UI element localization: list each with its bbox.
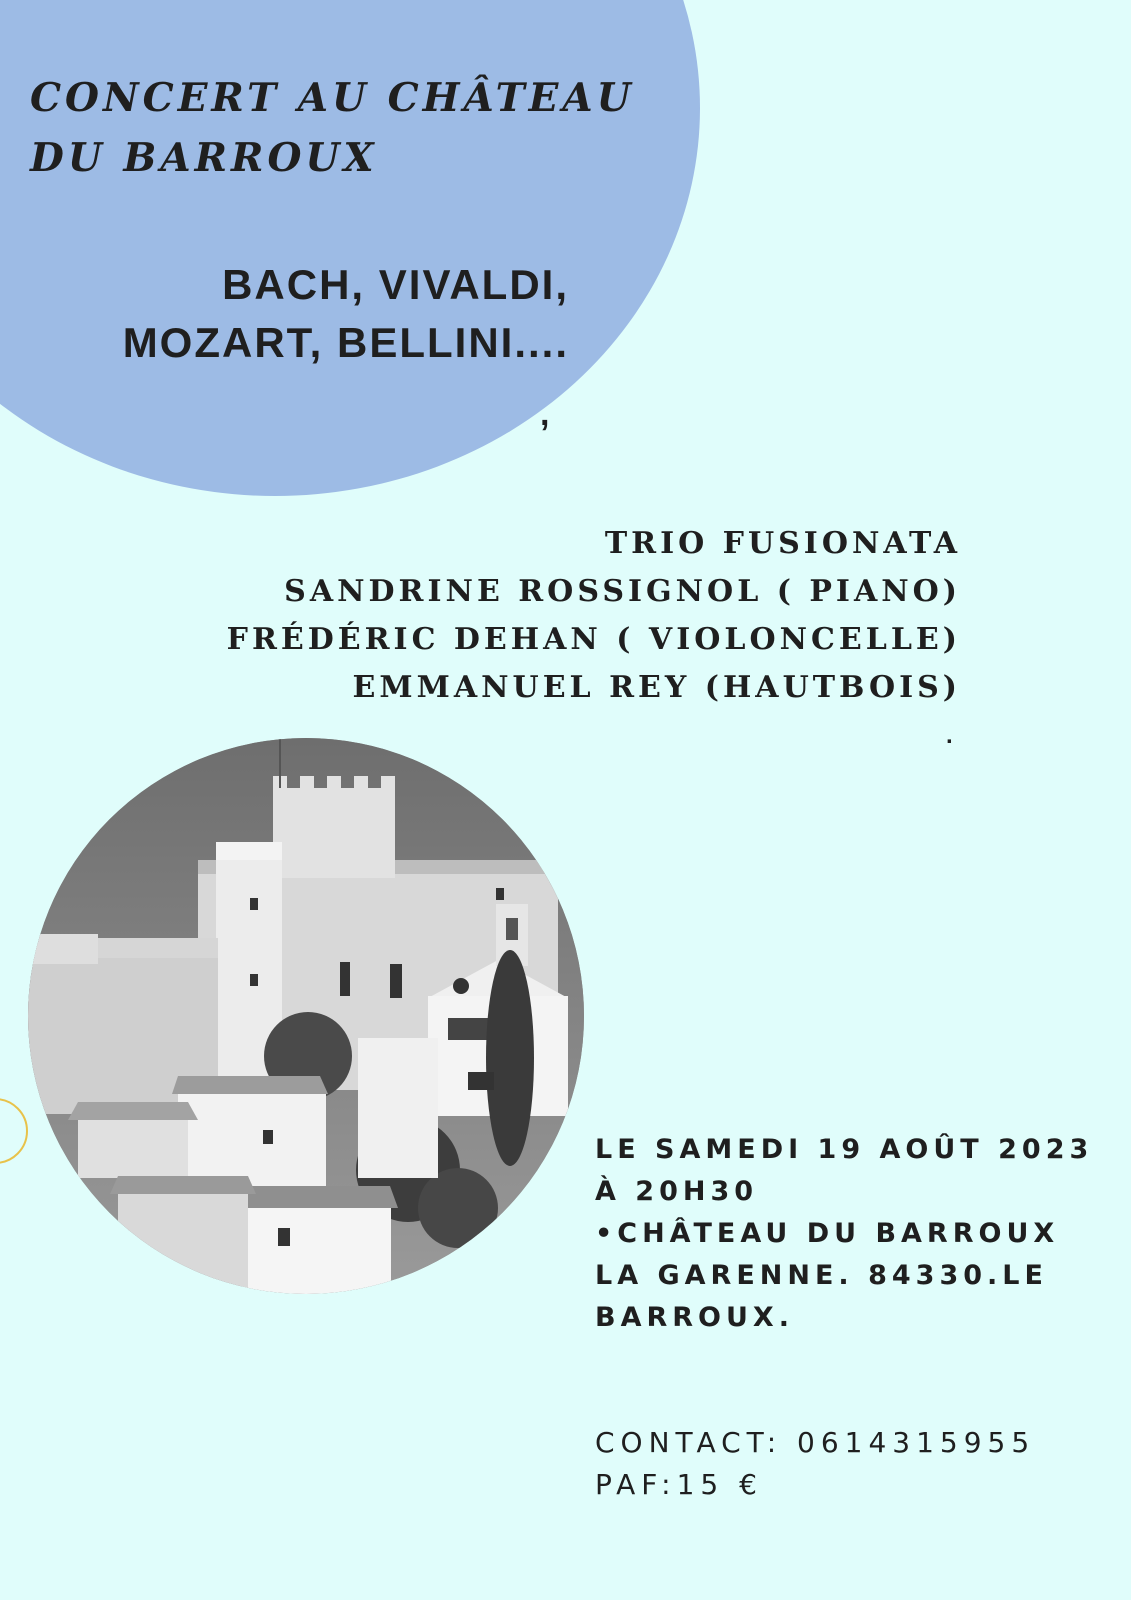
event-address-line-2: BARROUX. — [595, 1302, 795, 1333]
musician-oboe: EMMANUEL REY (HAUTBOIS) — [352, 670, 961, 705]
event-venue: •CHÂTEAU DU BARROUX — [595, 1218, 1060, 1249]
composers-line-1: BACH, VIVALDI, — [222, 261, 569, 308]
title-line-1: CONCERT AU CHÂTEAU — [30, 75, 635, 121]
contact-phone: CONTACT: 0614315955 — [595, 1426, 1036, 1459]
decorative-ring — [0, 1098, 28, 1164]
stray-comma: , — [540, 395, 550, 433]
ensemble-name: TRIO FUSIONATA — [604, 526, 961, 561]
title-line-2: DU BARROUX — [30, 135, 378, 181]
entry-price: PAF:15 € — [595, 1468, 763, 1501]
contact-block — [595, 1422, 1035, 1506]
composers-list — [123, 256, 569, 372]
castle-photo — [28, 738, 584, 1294]
musicians-list — [227, 520, 961, 712]
event-time: À 20H30 — [595, 1176, 759, 1207]
musician-cello: FRÉDÉRIC DEHAN ( VIOLONCELLE) — [226, 622, 961, 657]
event-date: LE SAMEDI 19 AOÛT 2023 — [595, 1134, 1094, 1165]
composers-line-2: MOZART, BELLINI.... — [122, 319, 569, 366]
poster-title — [30, 68, 635, 188]
event-address-line-1: LA GARENNE. 84330.LE — [595, 1260, 1048, 1291]
stray-dot: . — [946, 722, 953, 749]
musician-piano: SANDRINE ROSSIGNOL ( PIANO) — [284, 574, 961, 609]
event-details — [595, 1129, 1093, 1339]
